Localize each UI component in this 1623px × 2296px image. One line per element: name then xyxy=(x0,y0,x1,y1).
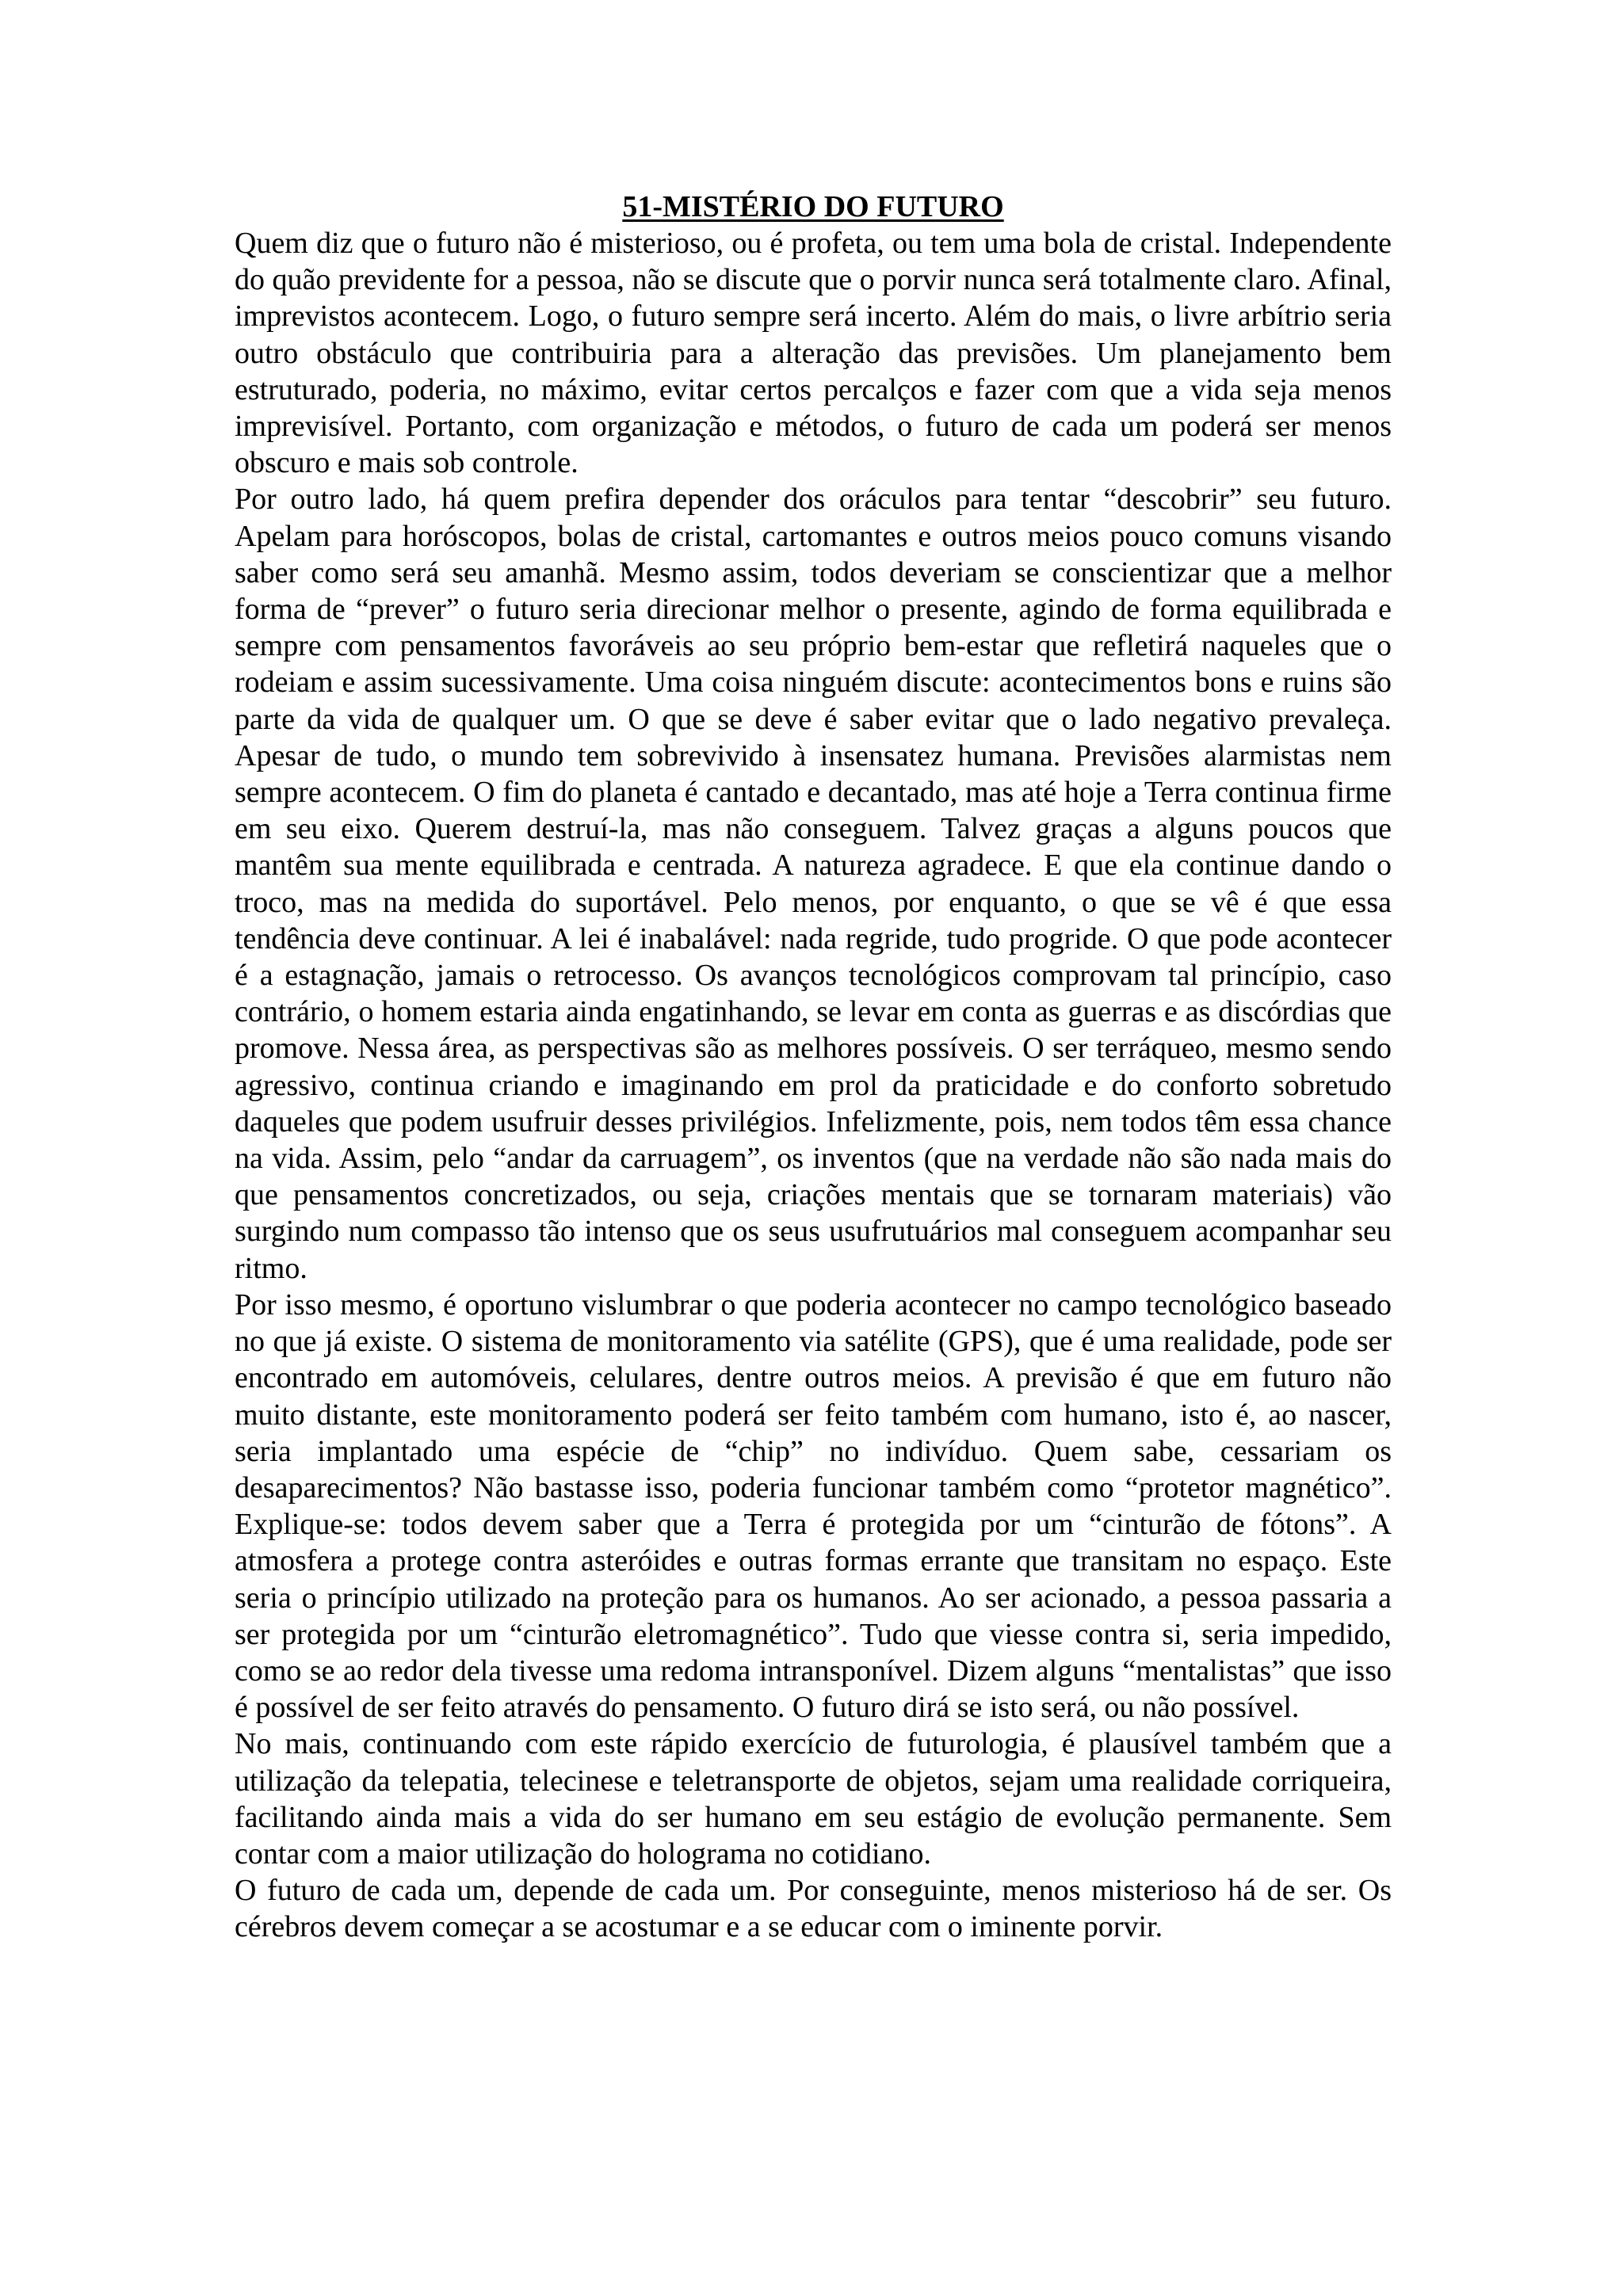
paragraph-4: No mais, continuando com este rápido exercício de futurologia, é plausível também que a utilização da telepatia, telecinese e teletransporte de objetos, sejam uma realidade corriqueira, facilitando ainda mais a vida do ser humano em seu estágio de evolução permanente. Sem contar com a maior utilização do holograma no cotidiano. xyxy=(235,1727,1392,1871)
paragraph-3: Por isso mesmo, é oportuno vislumbrar o que poderia acontecer no campo tecnológico baseado no que já existe. O sistema de monitoramento via satélite (GPS), que é uma realidade, pode ser encontrado em automóveis, celulares, dentre outros meios. A previsão é que em futuro não muito distante, este monitoramento poderá ser feito também com humano, isto é, ao nascer, seria implantado uma espécie de “chip” no indivíduo. Quem sabe, cessariam os desaparecimentos? Não bastasse isso, poderia funcionar também como “protetor magnético”. Explique-se: todos devem saber que a Terra é protegida por um “cinturão de fótons”. A atmosfera a protege contra asteróides e outras formas errante que transitam no espaço. Este seria o princípio utilizado na proteção para os humanos. Ao ser acionado, a pessoa passaria a ser protegida por um “cinturão eletromagnético”. Tudo que viesse contra si, seria impedido, como se ao redor dela tivesse uma redoma intransponível. Dizem alguns “mentalistas” que isso é possível de ser feito através do pensamento. O futuro dirá se isto será, ou não possível. xyxy=(235,1287,1392,1725)
paragraph-2: Por outro lado, há quem prefira depender dos oráculos para tentar “descobrir” seu futuro. Apelam para horóscopos, bolas de cristal, cartomantes e outros meios pouco comuns visando saber como será seu amanhã. Mesmo assim, todos deveriam se conscientizar que a melhor forma de “prever” o futuro seria direcionar melhor o presente, agindo de forma equilibrada e sempre com pensamentos favoráveis ao seu próprio bem-estar que refletirá naqueles que o rodeiam e assim sucessivamente. Uma coisa ninguém discute: acontecimentos bons e ruins são parte da vida de qualquer um. O que se deve é saber evitar que o lado negativo prevaleça. Apesar de tudo, o mundo tem sobrevivido à insensatez humana. Previsões alarmistas nem sempre acontecem. O fim do planeta é cantado e decantado, mas até hoje a Terra continua firme em seu eixo. Querem destruí-la, mas não conseguem. Talvez graças a alguns poucos que mantêm sua mente equilibrada e centrada. A natureza agradece. E que ela continue dando o troco, mas na medida do suportável. Pelo menos, por enquanto, o que se vê é que essa tendência deve continuar. A lei é inabalável: nada regride, tudo progride. O que pode acontecer é a estagnação, jamais o retrocesso. Os avanços tecnológicos comprovam tal princípio, caso contrário, o homem estaria ainda engatinhando, se levar em conta as guerras e as discórdias que promove. Nessa área, as perspectivas são as melhores possíveis. O ser terráqueo, mesmo sendo agressivo, continua criando e imaginando em prol da praticidade e do conforto sobretudo daqueles que podem usufruir desses privilégios. Infelizmente, pois, nem todos têm essa chance na vida. Assim, pelo “andar da carruagem”, os inventos (que na verdade não são nada mais do que pensamentos concretizados, ou seja, criações mentais que se tornaram materiais) vão surgindo num compasso tão intenso que os seus usufrutuários mal conseguem acompanhar seu ritmo. xyxy=(235,482,1392,1285)
paragraph-5: O futuro de cada um, depende de cada um. Por conseguinte, menos misterioso há de ser. Os cérebros devem começar a se acostumar e a se educar com o iminente porvir. xyxy=(235,1874,1392,1944)
document-title: 51-MISTÉRIO DO FUTURO xyxy=(622,190,1004,223)
paragraph-1: Quem diz que o futuro não é misterioso, ou é profeta, ou tem uma bola de cristal. Independente do quão previdente for a pessoa, não se discute que o porvir nunca será totalmente claro. Afinal, imprevistos acontecem. Logo, o futuro sempre será incerto. Além do mais, o livre arbítrio seria outro obstáculo que contribuiria para a alteração das previsões. Um planejamento bem estruturado, poderia, no máximo, evitar certos percalços e fazer com que a vida seja menos imprevisível. Portanto, com organização e métodos, o futuro de cada um poderá ser menos obscuro e mais sob controle. xyxy=(235,227,1392,480)
document-page xyxy=(235,189,1392,1946)
